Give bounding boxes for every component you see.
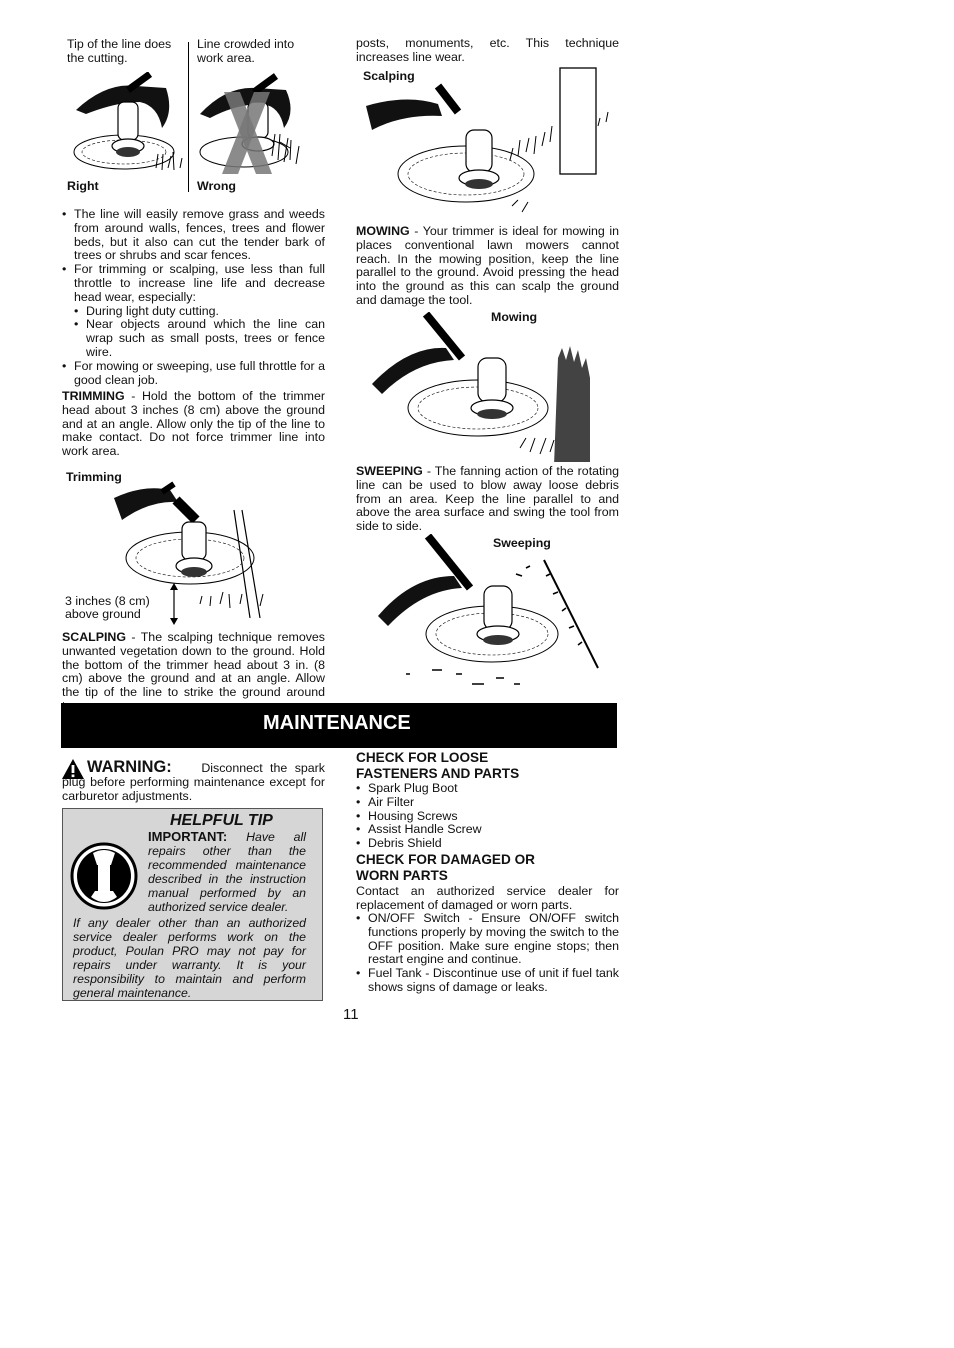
trimming-text: - Hold the bottom of the trimmer head about 3 inches (8 cm) above the ground and at an angle. Allow only the tip of the line to make contact. Do not force trimmer line into work area.	[62, 389, 325, 459]
sweeping-label: Sweeping	[493, 536, 551, 550]
maintenance-header	[61, 703, 617, 748]
scalping-text: - The scalping technique removes unwanted vegetation down to the ground. Hold the bottom of the trimmer head about 3 in. (8 cm) above the ground and at an angle. Allow the tip of the line to strike the ground around	[62, 630, 325, 700]
height-arrow-icon	[168, 582, 180, 626]
damaged-heading-1: CHECK FOR DAMAGED OR	[356, 852, 535, 867]
right-caption: Tip of the line does the cutting.	[67, 37, 172, 65]
bullet-throttle: • For trimming or scalping, use less than full throttle to increase line life and decrease head wear, especially:	[62, 263, 325, 304]
loose-item: • Assist Handle Screw	[356, 823, 619, 837]
sub-bullet-objects: • Near objects around which the line can wrap such as small posts, trees or fence wire.	[74, 318, 325, 359]
helpful-tip-title: HELPFUL TIP	[170, 812, 273, 829]
loose-heading-1: CHECK FOR LOOSE	[356, 750, 489, 765]
loose-item: • Air Filter	[356, 796, 619, 810]
right-trimmer-illustration	[66, 72, 188, 182]
helpful-tip-box	[62, 808, 323, 1001]
trimming-label: Trimming	[66, 470, 122, 484]
height-note-line2: above ground	[65, 607, 141, 621]
scalping-term: SCALPING	[62, 630, 127, 644]
left-bullets	[62, 208, 325, 387]
mowing-paragraph	[356, 225, 619, 308]
dealer-paragraph: If any dealer other than an authorized service dealer performs work on the product, Poulan PRO may not pay for repairs under warranty. It is your responsibility to maintain and perform general maintenance.	[73, 916, 306, 1000]
wrong-label: Wrong	[197, 179, 236, 193]
damaged-heading-2: WORN PARTS	[356, 867, 448, 883]
sweeping-term: SWEEPING	[356, 464, 423, 478]
warning-label: WARNING:	[87, 758, 172, 776]
sweeping-text: - The fanning action of the rotating line can be used to blow away loose debris from an area. Keep the line parallel to and above the area surface and swing the tool from side to side.	[356, 464, 619, 534]
warning-paragraph	[62, 758, 325, 803]
wrong-caption: Line crowded into work area.	[197, 37, 295, 65]
loose-heading-2: FASTENERS AND PARTS	[356, 765, 520, 781]
scalping-continued: posts, monuments, etc. This technique increases line wear.	[356, 36, 619, 64]
trimming-term: TRIMMING	[62, 389, 125, 403]
page-number: 11	[343, 1006, 359, 1023]
important-paragraph	[148, 830, 306, 914]
mowing-text: - Your trimmer is ideal for mowing in places conventional lawn mowers cannot reach. In the mowing position, keep the line parallel to the ground. Avoid pressing the head into the ground as this can scalp the ground and damage the tool.	[356, 224, 619, 307]
sub-bullet-light-duty: • During light duty cutting.	[74, 305, 325, 319]
bullet-walls: • The line will easily remove grass and weeds from around walls, fences, trees and flower beds, but it also can cut the tender bark of trees or shrubs and scar fences.	[62, 208, 325, 263]
height-note-line1: 3 inches (8 cm)	[65, 594, 150, 608]
loose-item: • Spark Plug Boot	[356, 782, 619, 796]
right-label: Right	[67, 179, 99, 193]
figure-divider	[188, 42, 189, 192]
scalping-paragraph	[62, 631, 325, 714]
sweeping-illustration	[376, 534, 610, 694]
damaged-intro: Contact an authorized service dealer for replacement of damaged or worn parts.	[356, 884, 619, 912]
bullet-full-throttle: • For mowing or sweeping, use full throttle for a good clean job.	[62, 360, 325, 388]
mowing-illustration	[370, 312, 606, 462]
warning-text: Disconnect the spark plug before performing maintenance except for carburetor adjustments.	[62, 761, 325, 803]
damaged-item-switch: • ON/OFF Switch - Ensure ON/OFF switch functions properly by moving the switch to the OFF position. Make sure engine stops; then restart engine and continue.	[356, 912, 619, 967]
wrong-x-icon	[218, 88, 278, 178]
mowing-term: MOWING	[356, 224, 410, 238]
scalping-label: Scalping	[363, 69, 415, 83]
loose-item: • Housing Screws	[356, 810, 619, 824]
trimming-paragraph	[62, 390, 325, 459]
maintenance-title: MAINTENANCE	[263, 712, 411, 734]
damaged-item-fuel-tank: • Fuel Tank - Discontinue use of unit if fuel tank shows signs of damage or leaks.	[356, 967, 619, 995]
important-label: IMPORTANT:	[148, 829, 228, 844]
loose-item: • Debris Shield	[356, 837, 619, 851]
loose-items	[356, 782, 619, 851]
sweeping-paragraph	[356, 465, 619, 534]
scalping-illustration	[362, 66, 618, 218]
mowing-label: Mowing	[491, 310, 538, 324]
important-text: Have all repairs other than the recommended maintenance described in the instruction manual performed by an authorized service dealer.	[148, 830, 306, 914]
wrench-icon	[69, 841, 139, 911]
damaged-items	[356, 912, 619, 995]
